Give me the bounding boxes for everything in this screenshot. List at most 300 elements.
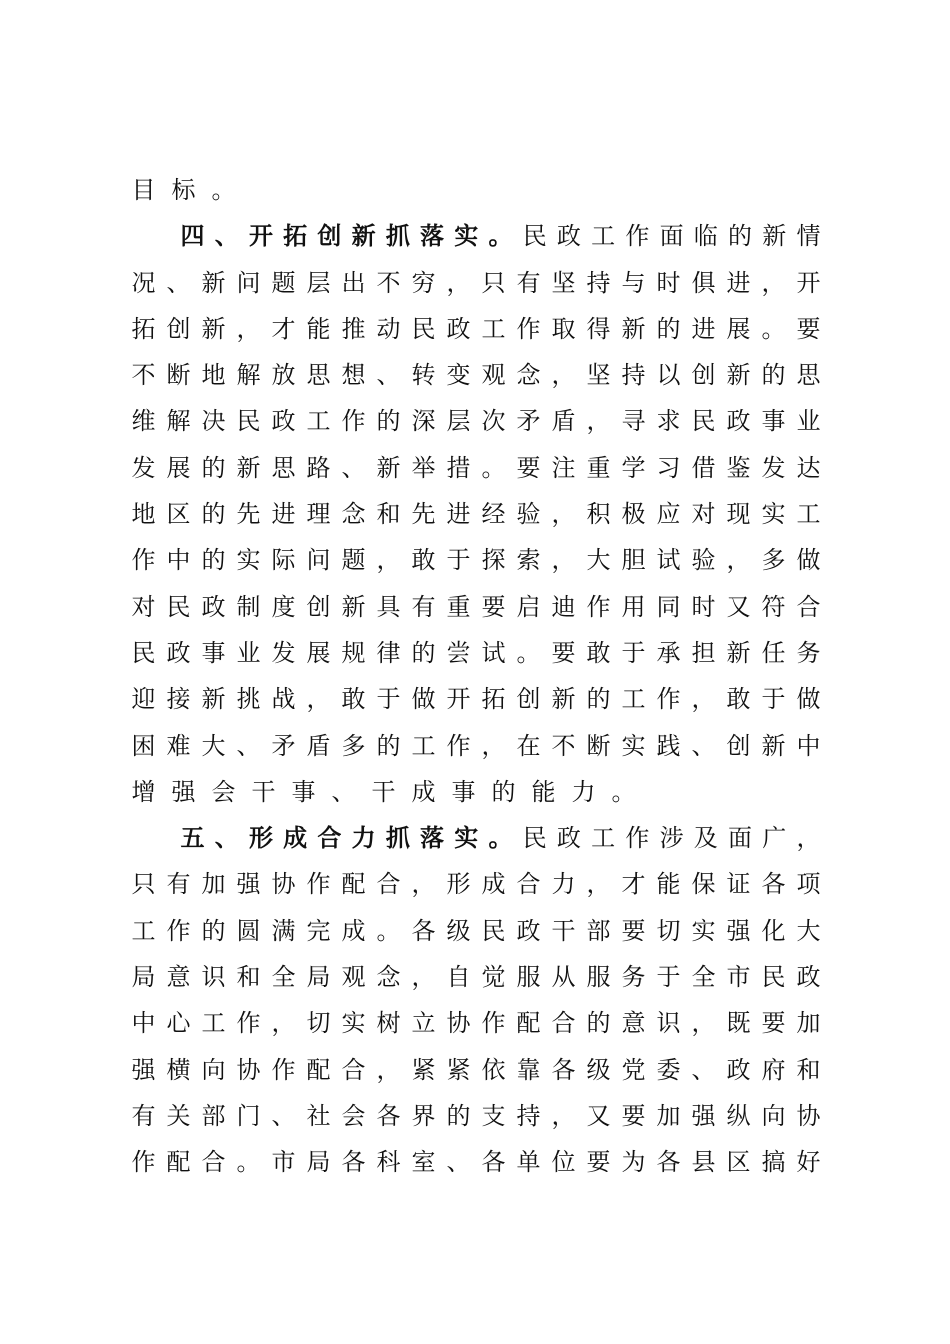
text-char: 探	[481, 546, 506, 575]
text-char: 的	[656, 314, 681, 343]
text-char: 挑	[236, 685, 261, 714]
paragraph-line	[131, 1139, 821, 1185]
text-char: 和	[236, 963, 261, 992]
text-char: 求	[656, 407, 681, 436]
heading-char: 开	[248, 222, 273, 251]
text-char: 有	[166, 870, 191, 899]
text-char: 政	[726, 407, 751, 436]
text-char: 社	[306, 1101, 331, 1130]
text-char: ，	[446, 268, 471, 297]
text-char: 广	[762, 824, 787, 853]
text-char: 中	[796, 731, 821, 760]
text-char: 转	[411, 361, 436, 390]
paragraph-line	[131, 676, 821, 722]
text-char: 索	[516, 546, 541, 575]
text-char: 合	[796, 592, 821, 621]
text-char: 开	[796, 268, 821, 297]
text-char: 府	[761, 1055, 786, 1084]
text-char: 创	[516, 685, 541, 714]
text-char: ，	[586, 407, 611, 436]
text-char: 民	[522, 222, 547, 251]
text-char: 实	[621, 731, 646, 760]
text-char: 验	[516, 500, 541, 529]
text-char: 紧	[446, 1055, 471, 1084]
text-char: 想	[341, 361, 366, 390]
text-char: 的	[491, 777, 516, 806]
text-char: 新	[236, 453, 261, 482]
text-char: 对	[691, 500, 716, 529]
text-char: 区	[726, 1148, 751, 1177]
text-char: 要	[796, 314, 821, 343]
text-char: 在	[516, 731, 541, 760]
text-char: 承	[656, 638, 681, 667]
text-char: 局	[306, 963, 331, 992]
text-char: 搞	[761, 1148, 786, 1177]
text-char: 断	[586, 731, 611, 760]
text-char: 靠	[516, 1055, 541, 1084]
text-char: 有	[131, 1101, 156, 1130]
text-char: 坚	[586, 361, 611, 390]
text-char: 的	[446, 1101, 471, 1130]
text-char: 纵	[726, 1101, 751, 1130]
text-char: 规	[341, 638, 366, 667]
text-char: 保	[691, 870, 716, 899]
text-char: 。	[481, 453, 506, 482]
text-char: 持	[516, 1101, 541, 1130]
text-char: 配	[306, 1055, 331, 1084]
text-char: 强	[726, 916, 751, 945]
text-char: 情	[796, 222, 821, 251]
text-char: 政	[726, 1055, 751, 1084]
text-char: 市	[726, 963, 751, 992]
text-char: 不	[131, 361, 156, 390]
text-char: 事	[201, 638, 226, 667]
text-char: 圆	[236, 916, 261, 945]
text-char: 识	[656, 1009, 681, 1038]
text-char: 力	[551, 870, 576, 899]
text-char: 各	[656, 1148, 681, 1177]
text-char: 创	[691, 361, 716, 390]
text-char: ，	[376, 1055, 401, 1084]
text-char: 实	[761, 500, 786, 529]
text-char: 级	[446, 916, 471, 945]
heading-char: 成	[283, 824, 308, 853]
text-char: 民	[236, 407, 261, 436]
text-char: 作	[306, 870, 331, 899]
text-char: 。	[516, 638, 541, 667]
text-char: 题	[341, 546, 366, 575]
text-char: 全	[691, 963, 716, 992]
text-char: 中	[131, 1009, 156, 1038]
text-char: ，	[411, 963, 436, 992]
heading-char: 新	[351, 222, 376, 251]
paragraph-heading-line	[131, 815, 821, 861]
text-char: 民	[411, 314, 436, 343]
text-char: 切	[656, 916, 681, 945]
text-char: 科	[376, 1148, 401, 1177]
text-char: 展	[306, 638, 331, 667]
text-char: 新	[762, 222, 787, 251]
text-char: 关	[166, 1101, 191, 1130]
heading-char: 力	[351, 824, 376, 853]
text-char: 拓	[131, 314, 156, 343]
paragraph-line	[131, 352, 821, 398]
text-char: 穷	[411, 268, 436, 297]
paragraph-heading-line	[131, 213, 821, 259]
text-char: 面	[659, 222, 684, 251]
text-char: 、	[236, 731, 261, 760]
paragraph-line	[131, 954, 821, 1000]
text-char: 际	[271, 546, 296, 575]
text-char: 政	[516, 916, 541, 945]
text-char: 大	[796, 916, 821, 945]
text-char: 地	[201, 361, 226, 390]
text-char: 强	[691, 1101, 716, 1130]
text-char: 的	[728, 222, 752, 251]
text-char: ，	[796, 824, 821, 853]
text-char: 于	[761, 685, 786, 714]
text-char: 部	[586, 916, 611, 945]
text-char: 积	[586, 500, 611, 529]
text-char: 证	[726, 870, 751, 899]
text-char: 服	[586, 963, 611, 992]
text-char: 的	[376, 731, 401, 760]
text-char: 。	[211, 176, 236, 204]
text-char: 做	[411, 685, 436, 714]
text-char: 委	[656, 1055, 681, 1084]
text-char: 要	[621, 1101, 646, 1130]
heading-char: 四	[180, 222, 205, 251]
text-char: 业	[796, 407, 821, 436]
text-char: 意	[166, 963, 191, 992]
text-char: 敢	[726, 685, 751, 714]
text-char: 新	[201, 685, 226, 714]
text-char: 同	[656, 592, 681, 621]
heading-char: 实	[454, 222, 479, 251]
text-char: 的	[201, 916, 226, 945]
text-char: 鉴	[726, 453, 751, 482]
text-char: ，	[761, 268, 786, 297]
text-char: 新	[726, 361, 751, 390]
text-char: 好	[796, 1148, 821, 1177]
text-char: 立	[411, 1009, 436, 1038]
text-char: 寻	[621, 407, 646, 436]
text-char: 作	[481, 1009, 506, 1038]
text-char: 作	[131, 1148, 156, 1177]
text-char: 支	[481, 1101, 506, 1130]
paragraph-line	[131, 630, 821, 676]
text-char: 横	[166, 1055, 191, 1084]
text-char: 完	[306, 916, 331, 945]
text-char: 政	[556, 222, 581, 251]
text-char: 做	[796, 685, 821, 714]
text-char: 政	[556, 824, 581, 853]
text-char: 。	[611, 777, 636, 806]
text-char: 具	[376, 592, 401, 621]
text-char: 要	[761, 1009, 786, 1038]
text-char: 迎	[131, 685, 156, 714]
text-char: 民	[131, 638, 156, 667]
text-char: 创	[726, 731, 751, 760]
text-char: 于	[656, 963, 681, 992]
heading-char: 合	[317, 824, 342, 853]
heading-char: 实	[454, 824, 479, 853]
text-char: 务	[796, 638, 821, 667]
text-char: 新	[621, 314, 646, 343]
text-char: 才	[271, 314, 296, 343]
text-char: 新	[201, 314, 226, 343]
text-char: 试	[481, 638, 506, 667]
text-char: 事	[291, 777, 316, 806]
text-char: 作	[516, 314, 541, 343]
text-char: 的	[376, 407, 401, 436]
text-char: 坚	[551, 268, 576, 297]
text-char: 借	[691, 453, 716, 482]
text-char: 地	[131, 500, 156, 529]
text-char: 增	[131, 777, 156, 806]
text-char: 依	[481, 1055, 506, 1084]
text-char: 敢	[341, 685, 366, 714]
text-char: 识	[201, 963, 226, 992]
text-char: 新	[726, 638, 751, 667]
text-char: 任	[761, 638, 786, 667]
text-char: 自	[446, 963, 471, 992]
text-char: 观	[481, 361, 506, 390]
text-char: 举	[411, 453, 436, 482]
text-char: 现	[726, 500, 751, 529]
text-char: 盾	[306, 731, 331, 760]
text-char: ，	[586, 870, 611, 899]
heading-char: 落	[420, 222, 445, 251]
text-char: 为	[621, 1148, 646, 1177]
text-char: 取	[551, 314, 576, 343]
text-char: 政	[201, 592, 226, 621]
text-char: 政	[446, 314, 471, 343]
text-char: 区	[166, 500, 191, 529]
text-char: 有	[516, 268, 541, 297]
text-char: 于	[621, 638, 646, 667]
text-char: 作	[656, 685, 681, 714]
text-char: 作	[586, 592, 611, 621]
text-char: 要	[586, 1148, 611, 1177]
text-char: 迪	[551, 592, 576, 621]
text-char: 。	[376, 916, 401, 945]
text-char: 进	[726, 268, 751, 297]
text-char: 达	[796, 453, 821, 482]
text-char: 成	[341, 916, 366, 945]
paragraph-line	[131, 537, 821, 583]
text-char: 极	[621, 500, 646, 529]
paragraph-line	[131, 167, 821, 213]
text-char: 拓	[481, 685, 506, 714]
text-char: 以	[656, 361, 681, 390]
text-char: 题	[271, 268, 296, 297]
text-char: 县	[691, 1148, 716, 1177]
text-char: 强	[131, 1055, 156, 1084]
paragraph-line	[131, 769, 821, 815]
text-char: 担	[691, 638, 716, 667]
text-char: ，	[551, 361, 576, 390]
text-char: 路	[306, 453, 331, 482]
text-char: 试	[656, 546, 681, 575]
heading-char: 、	[214, 222, 239, 251]
text-char: 才	[621, 870, 646, 899]
text-char: 俱	[691, 268, 716, 297]
text-char: 问	[306, 546, 331, 575]
text-char: 党	[621, 1055, 646, 1084]
text-char: 事	[761, 407, 786, 436]
paragraph-line	[131, 306, 821, 352]
text-char: 又	[586, 1101, 611, 1130]
text-char: 新	[201, 268, 226, 297]
text-char: 、	[271, 1101, 296, 1130]
text-char: 理	[306, 500, 331, 529]
text-char: 律	[376, 638, 401, 667]
text-char: 政	[166, 638, 191, 667]
text-char: 于	[376, 685, 401, 714]
text-char: 发	[131, 453, 156, 482]
text-char: 。	[236, 1148, 261, 1177]
paragraph-line	[131, 908, 821, 954]
text-char: 又	[726, 592, 751, 621]
text-char: 作	[625, 222, 650, 251]
text-char: 既	[726, 1009, 751, 1038]
text-char: 启	[516, 592, 541, 621]
text-char: 能	[656, 870, 681, 899]
text-char: 各	[411, 916, 436, 945]
text-char: 次	[481, 407, 506, 436]
text-char: 决	[201, 407, 226, 436]
text-char: 中	[166, 546, 191, 575]
text-char: 合	[551, 1009, 576, 1038]
text-char: 要	[551, 638, 576, 667]
text-char: 从	[551, 963, 576, 992]
text-char: 展	[166, 453, 191, 482]
text-char: 重	[446, 592, 471, 621]
text-char: 新	[376, 453, 401, 482]
text-char: 观	[341, 963, 366, 992]
text-char: 出	[341, 268, 366, 297]
text-char: 强	[171, 777, 196, 806]
text-char: ，	[551, 1101, 576, 1130]
text-char: 做	[796, 546, 821, 575]
text-char: 发	[271, 638, 296, 667]
text-char: ，	[481, 731, 506, 760]
text-char: 经	[481, 500, 506, 529]
text-char: ，	[376, 546, 401, 575]
text-char: 的	[586, 1009, 611, 1038]
text-char: 接	[166, 685, 191, 714]
text-char: ，	[551, 546, 576, 575]
text-char: 、	[331, 777, 356, 806]
text-char: 单	[516, 1148, 541, 1177]
text-char: 和	[376, 500, 401, 529]
text-char: 加	[796, 1009, 821, 1038]
text-char: 配	[516, 1009, 541, 1038]
text-char: 。	[761, 314, 786, 343]
text-char: 变	[446, 361, 471, 390]
heading-char: 抓	[385, 222, 410, 251]
text-char: 工	[131, 916, 156, 945]
text-char: 的	[201, 453, 226, 482]
text-char: 创	[166, 314, 191, 343]
text-char: 持	[621, 361, 646, 390]
text-char: 用	[621, 592, 646, 621]
text-char: 局	[306, 1148, 331, 1177]
text-char: 难	[166, 731, 191, 760]
text-char: 只	[481, 268, 506, 297]
text-char: 向	[761, 1101, 786, 1130]
heading-char: 拓	[283, 222, 308, 251]
heading-char: 。	[488, 824, 513, 853]
text-char: ，	[691, 1009, 716, 1038]
text-char: 思	[306, 361, 331, 390]
text-char: 级	[586, 1055, 611, 1084]
text-char: 作	[166, 916, 191, 945]
text-char: 合	[201, 1148, 226, 1177]
text-char: 符	[761, 592, 786, 621]
text-char: 目	[131, 176, 156, 204]
text-char: 标	[171, 176, 196, 204]
text-char: 实	[236, 546, 261, 575]
text-char: 临	[693, 222, 718, 251]
text-char: 界	[411, 1101, 436, 1130]
text-char: 协	[271, 870, 296, 899]
text-char: 成	[411, 777, 436, 806]
text-char: 、	[691, 731, 716, 760]
text-char: 各	[341, 1148, 366, 1177]
paragraph-line	[131, 1093, 821, 1139]
text-char: 政	[271, 407, 296, 436]
text-char: 政	[796, 963, 821, 992]
text-char: ，	[236, 314, 261, 343]
text-char: 民	[166, 592, 191, 621]
text-char: 发	[761, 453, 786, 482]
text-char: 配	[166, 1148, 191, 1177]
text-char: 进	[691, 314, 716, 343]
text-char: 作	[271, 1055, 296, 1084]
text-char: ，	[691, 685, 716, 714]
text-char: 能	[531, 777, 556, 806]
text-char: 力	[571, 777, 596, 806]
text-char: 有	[411, 592, 436, 621]
text-char: 进	[446, 500, 471, 529]
text-char: 念	[376, 963, 401, 992]
text-char: 心	[166, 1009, 191, 1038]
text-char: 会	[341, 1101, 366, 1130]
text-char: 验	[691, 546, 716, 575]
text-char: 作	[341, 407, 366, 436]
text-char: 只	[131, 870, 156, 899]
text-char: 成	[481, 870, 506, 899]
text-char: 对	[131, 592, 156, 621]
text-char: 胆	[621, 546, 646, 575]
text-char: 项	[796, 870, 821, 899]
text-char: 干	[251, 777, 276, 806]
text-char: 工	[796, 500, 821, 529]
paragraph-line	[131, 1000, 821, 1046]
text-char: 矛	[516, 407, 541, 436]
text-char: 念	[516, 361, 541, 390]
text-char: 念	[341, 500, 366, 529]
text-char: 加	[201, 870, 226, 899]
text-char: 各	[551, 1055, 576, 1084]
text-char: 的	[761, 361, 786, 390]
text-char: 应	[656, 500, 681, 529]
text-char: 、	[446, 1148, 471, 1177]
text-char: 不	[376, 268, 401, 297]
text-char: 局	[131, 963, 156, 992]
